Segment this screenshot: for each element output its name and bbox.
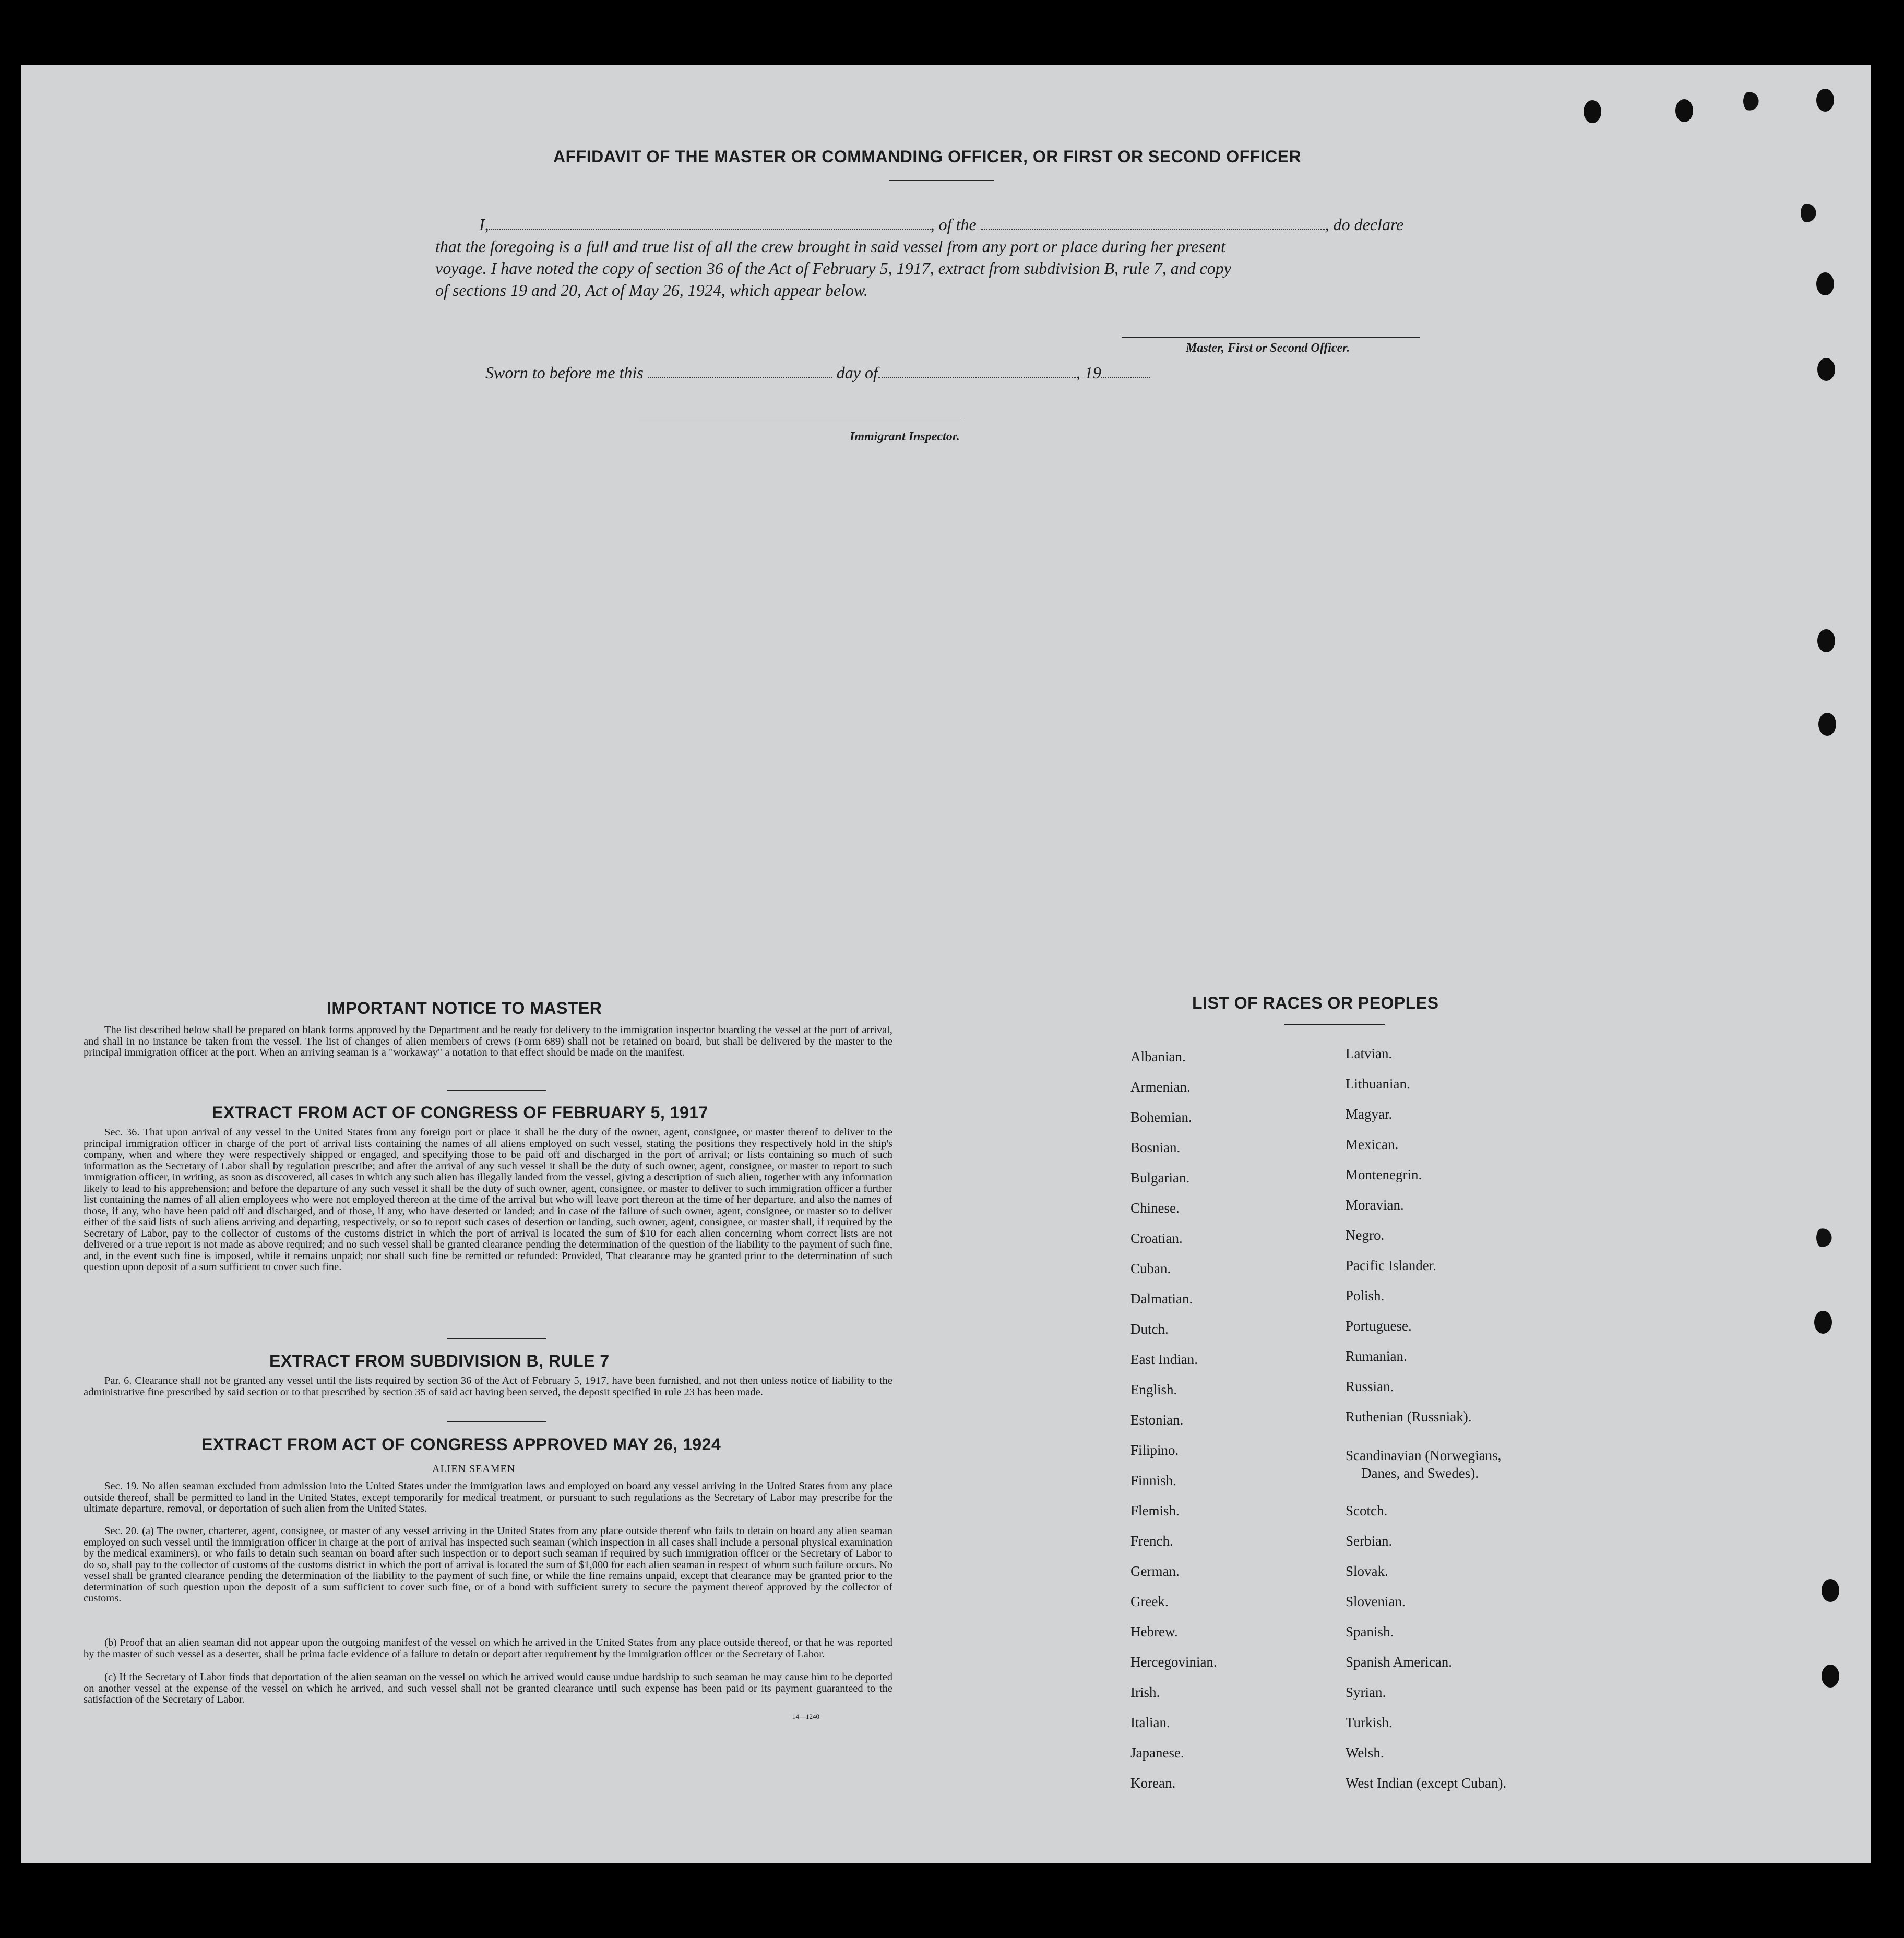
race-item: Moravian. [1346, 1197, 1404, 1213]
sworn-line [485, 363, 1150, 382]
race-item: Serbian. [1346, 1533, 1393, 1549]
punch-hole-icon [1816, 1226, 1834, 1249]
race-item: Latvian. [1346, 1046, 1393, 1061]
inspector-label: Immigrant Inspector. [850, 430, 960, 444]
race-item: Scandinavian (Norwegians, [1346, 1447, 1502, 1463]
race-item: Negro. [1346, 1227, 1385, 1243]
race-item: Dalmatian. [1130, 1291, 1193, 1307]
extract-rule7-text: Par. 6. Clearance shall not be granted any vessel until the lists required by section 36 of the Act of February 5, 1917, have been furnished, and not then unless notice of liability to the administrative fine prescribed by said section or to that prescribed by section 35 of said act having been served, the deposit specified in rule 23 has been made. [84, 1375, 892, 1398]
punch-hole-icon [1743, 90, 1761, 113]
notice-title: IMPORTANT NOTICE TO MASTER [327, 999, 602, 1018]
race-item: Danes, and Swedes). [1361, 1465, 1479, 1481]
race-item: Welsh. [1346, 1745, 1384, 1761]
extract-1924-title: EXTRACT FROM ACT OF CONGRESS APPROVED MAY 26, 1924 [201, 1435, 721, 1454]
race-item: Irish. [1130, 1684, 1160, 1700]
extract-1917-text: Sec. 36. That upon arrival of any vessel in the United States from any foreign port or place it shall be the duty of the owner, agent, consignee, or master thereof to deliver to the principal immigration officer in charge of the port of arrival lists containing the names of all aliens employed on such vessel, stating the positions they respectively hold in the ship's company, when and where they were respectively shipped or engaged, and specifying those to be paid off and discharged in the port of arrival; or lists containing so much of such information as the Secretary of Labor shall by regulation prescribe; and after the arrival of any such vessel it shall be the duty of such owner, agent, consignee, or master to report to such immigration officer, in writing, as soon as discovered, all cases in which any such alien has illegally landed from the vessel, giving a description of such alien, together with any information likely to lead to his apprehension; and before the departure of any such vessel it shall be the duty of such owner, agent, consignee, or master to deliver to such immigration officer a further list containing the names of all alien employees who were not employed thereon at the time of the arrival but who will leave port thereon at the time of her departure, and also the names of those, if any, who have been paid off and discharged, and of those, if any, who have deserted or landed; and in case of the failure of such owner, agent, consignee, or master so to deliver either of the said lists of such aliens arriving and departing, respectively, or so to report such cases of desertion or landing, such owner, agent, consignee, or master shall, if required by the Secretary of Labor, pay to the collector of customs of the customs district in which the port of arrival is located the sum of $10 for each alien concerning whom correct lists are not delivered or a true report is not made as above required; and no such vessel shall be granted clearance pending the determination of the question of the liability to the payment of such fine, and, in the event such fine is imposed, while it remains unpaid; nor shall such fine be remitted or refunded: Provided, That clearance may be granted prior to the determination of such question upon deposit of a sum sufficient to cover such fine. [84, 1127, 892, 1273]
race-item: Flemish. [1130, 1503, 1180, 1518]
punch-hole-icon [1814, 1311, 1832, 1334]
section-rule [447, 1338, 546, 1339]
punch-hole-icon [1818, 713, 1836, 736]
affidavit-line-2: that the foregoing is a full and true list of all the crew brought in said vessel from any port or place during her present [435, 237, 1225, 256]
race-item: Montenegrin. [1346, 1167, 1422, 1182]
race-item: Japanese. [1130, 1745, 1184, 1761]
punch-hole-icon [1817, 629, 1835, 652]
race-item: Lithuanian. [1346, 1076, 1410, 1092]
race-item: Hercegovinian. [1130, 1654, 1217, 1670]
race-item: Russian. [1346, 1379, 1394, 1394]
race-item: Filipino. [1130, 1442, 1179, 1458]
race-item: Slovenian. [1346, 1594, 1406, 1609]
punch-hole-icon [1822, 1665, 1839, 1688]
punch-hole-icon [1822, 1579, 1839, 1602]
punch-hole-icon [1816, 89, 1834, 112]
race-item: Hebrew. [1130, 1624, 1178, 1640]
do-declare-label: , do declare [1325, 215, 1404, 234]
sec20c-text: (c) If the Secretary of Labor finds that deportation of the alien seaman on the vessel on which he arrived would cause undue hardship to such seaman he may cause him to be deported on another vessel at the expense of the vessel on which he arrived, and such vessel shall not be granted clearance until such expense has been paid or its payment guaranteed to the satisfaction of the Secretary of Labor. [84, 1671, 892, 1705]
form-number: 14—1240 [792, 1713, 819, 1720]
section-rule [447, 1421, 546, 1422]
race-item: Portuguese. [1346, 1318, 1412, 1334]
race-item: Italian. [1130, 1715, 1170, 1730]
races-rule [1284, 1024, 1385, 1025]
sworn-label: Sworn to before me this [485, 363, 644, 382]
race-item: Cuban. [1130, 1261, 1171, 1276]
affidavit-line-3: voyage. I have noted the copy of section 36 of the Act of February 5, 1917, extract from subdivision B, rule 7, and copy [435, 259, 1231, 278]
race-item: Slovak. [1346, 1563, 1388, 1579]
race-item: Armenian. [1130, 1079, 1191, 1095]
race-item: Croatian. [1130, 1230, 1183, 1246]
race-item: Rumanian. [1346, 1348, 1407, 1364]
race-item: French. [1130, 1533, 1173, 1549]
vessel-name-field[interactable] [981, 229, 1325, 230]
master-signature-line[interactable] [1122, 337, 1420, 338]
race-item: Scotch. [1346, 1503, 1388, 1518]
day-of-label: day of [836, 363, 878, 382]
affidavit-line-4: of sections 19 and 20, Act of May 26, 1924, which appear below. [435, 281, 868, 300]
sec20b-text: (b) Proof that an alien seaman did not appear upon the outgoing manifest of the vessel on which he arrived in the United States from any place outside thereof, or that he was reported by the master of such vessel as a deserter, shall be prima facie evidence of a failure to detain or deport after requirement by the immigration officer or the Secretary of Labor. [84, 1637, 892, 1660]
race-item: West Indian (except Cuban). [1346, 1775, 1507, 1791]
race-item: Greek. [1130, 1594, 1169, 1609]
section-rule [447, 1090, 546, 1091]
race-item: Estonian. [1130, 1412, 1184, 1428]
sec19-text: Sec. 19. No alien seaman excluded from admission into the United States under the immigration laws and employed on board any vessel arriving in the United States from any place outside thereof, shall be permitted to land in the United States, except temporarily for medical treatment, or pursuant to such regulations as the Secretary of Labor may prescribe for the ultimate departure, removal, or deportation of such alien from the United States. [84, 1480, 892, 1514]
race-item: Korean. [1130, 1775, 1176, 1791]
race-item: Pacific Islander. [1346, 1258, 1436, 1273]
race-item: Dutch. [1130, 1321, 1169, 1337]
race-item: Turkish. [1346, 1715, 1393, 1730]
punch-hole-icon [1817, 358, 1835, 381]
punch-hole-icon [1816, 272, 1834, 295]
race-item: East Indian. [1130, 1351, 1198, 1367]
of-the-label: , of the [930, 215, 977, 234]
sworn-day-field[interactable] [648, 377, 832, 378]
title-rule [889, 180, 994, 181]
races-title: LIST OF RACES OR PEOPLES [1192, 994, 1439, 1012]
race-item: Albanian. [1130, 1049, 1186, 1064]
race-item: Ruthenian (Russniak). [1346, 1409, 1472, 1425]
sworn-month-field[interactable] [878, 377, 1076, 378]
race-item: Bulgarian. [1130, 1170, 1190, 1186]
race-item: English. [1130, 1382, 1177, 1397]
alien-seamen-subtitle: ALIEN SEAMEN [432, 1463, 516, 1475]
master-name-field[interactable] [489, 229, 931, 230]
master-signature-label: Master, First or Second Officer. [1186, 341, 1350, 355]
sworn-year-field[interactable] [1101, 377, 1150, 378]
punch-hole-icon [1584, 100, 1601, 123]
year-prefix-label: , 19 [1076, 363, 1101, 382]
race-item: Chinese. [1130, 1200, 1180, 1216]
race-item: Finnish. [1130, 1473, 1176, 1488]
race-item: German. [1130, 1563, 1180, 1579]
race-item: Polish. [1346, 1288, 1385, 1303]
race-item: Syrian. [1346, 1684, 1386, 1700]
punch-hole-icon [1801, 201, 1818, 224]
document-sheet [21, 65, 1871, 1863]
affidavit-title: AFFIDAVIT OF THE MASTER OR COMMANDING OFFICER, OR FIRST OR SECOND OFFICER [553, 147, 1302, 166]
extract-1917-title: EXTRACT FROM ACT OF CONGRESS OF FEBRUARY 5, 1917 [212, 1103, 708, 1122]
i-label: I, [479, 215, 489, 234]
race-item: Spanish. [1346, 1624, 1394, 1640]
punch-hole-icon [1675, 99, 1693, 122]
race-item: Bosnian. [1130, 1140, 1181, 1155]
race-item: Spanish American. [1346, 1654, 1452, 1670]
sec20a-text: Sec. 20. (a) The owner, charterer, agent, consignee, or master of any vessel arriving in the United States from any place outside thereof who fails to detain on board any alien seaman employed on such vessel until the immigration officer in charge at the port of arrival has inspected such seaman (which inspection in all cases shall include a personal physical examination by the medical examiners), or who fails to detain such seaman on board after such inspection or to deport such seaman if required by such immigration officer or the Secretary of Labor to do so, shall pay to the collector of customs of the customs district in which the port of arrival is located the sum of $1,000 for each alien seaman in respect of whom such failure occurs. No vessel shall be granted clearance pending the determination of the liability to the payment of such fine, or while the fine remains unpaid, except that clearance may be granted prior to the determination of such question upon the deposit of a sum sufficient to cover such fine, or of a bond with sufficient surety to secure the payment thereof approved by the collector of customs. [84, 1525, 892, 1604]
race-item: Magyar. [1346, 1106, 1393, 1122]
extract-rule7-title: EXTRACT FROM SUBDIVISION B, RULE 7 [269, 1351, 610, 1370]
race-item: Mexican. [1346, 1137, 1399, 1152]
notice-text: The list described below shall be prepared on blank forms approved by the Department and be ready for delivery to the immigration inspector boarding the vessel at the port of arrival, and shall in no instance be taken from the vessel. The list of changes of alien members of crews (Form 689) shall not be retained on board, but shall be delivered by the master to the principal immigration officer at the port. When an arriving seaman is a "workaway" a notation to that effect should be made on the manifest. [84, 1024, 892, 1058]
affidavit-line-1 [479, 215, 1403, 234]
race-item: Bohemian. [1130, 1109, 1192, 1125]
